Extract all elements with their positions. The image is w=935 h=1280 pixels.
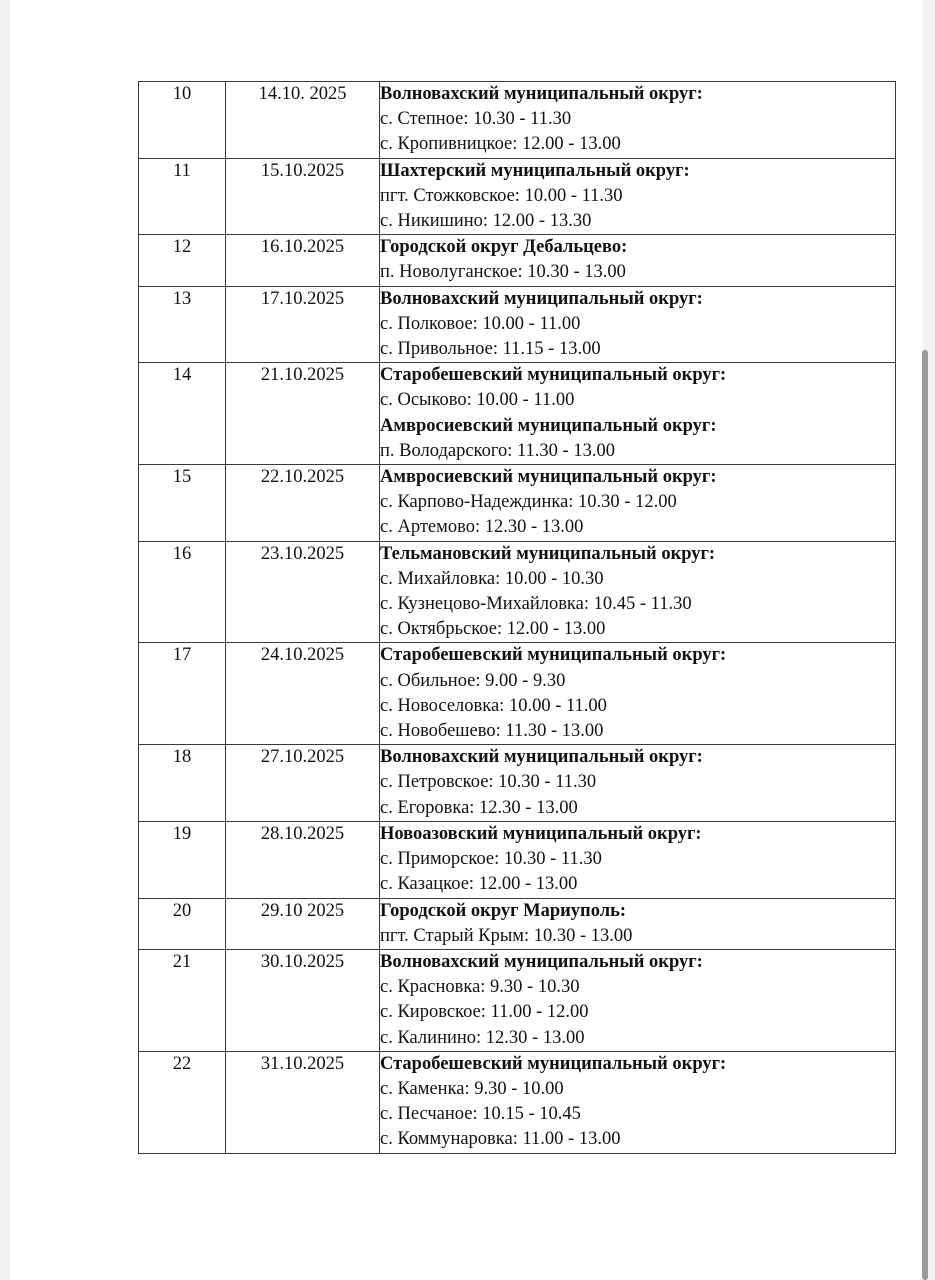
settlement-schedule: с. Карпово-Надеждинка: 10.30 - 12.00	[380, 492, 677, 513]
settlement-schedule: с. Кузнецово-Михайловка: 10.45 - 11.30	[380, 594, 692, 615]
settlement-schedule: с. Октябрьское: 12.00 - 13.00	[380, 619, 606, 640]
settlement-schedule: с. Егоровка: 12.30 - 13.00	[380, 797, 578, 818]
row-number-cell: 16	[139, 541, 226, 643]
settlement-schedule: с. Казацкое: 12.00 - 13.00	[380, 874, 578, 895]
row-number-cell: 20	[139, 898, 226, 949]
district-heading: Старобешевский муниципальный округ:	[380, 1053, 727, 1074]
settlement-schedule: с. Новоселовка: 10.00 - 11.00	[380, 695, 607, 716]
row-number-cell: 14	[139, 363, 226, 465]
table-row	[139, 158, 896, 235]
table-row	[139, 643, 896, 745]
settlement-schedule: с. Приморское: 10.30 - 11.30	[380, 849, 602, 870]
row-number-cell: 15	[139, 465, 226, 542]
settlement-schedule: с. Песчаное: 10.15 - 10.45	[380, 1104, 581, 1125]
settlement-schedule: с. Каменка: 9.30 - 10.00	[380, 1078, 564, 1099]
locations-cell	[380, 949, 896, 1051]
district-heading: Амвросиевский муниципальный округ:	[380, 415, 717, 436]
row-number-cell: 21	[139, 949, 226, 1051]
date-cell: 24.10.2025	[226, 643, 380, 745]
table-row	[139, 745, 896, 822]
settlement-schedule: с. Петровское: 10.30 - 11.30	[380, 772, 597, 793]
table-row	[139, 465, 896, 542]
date-cell: 22.10.2025	[226, 465, 380, 542]
district-heading: Волновахский муниципальный округ:	[380, 951, 703, 972]
table-row	[139, 821, 896, 898]
row-number-cell: 11	[139, 158, 226, 235]
settlement-schedule: п. Новолуганское: 10.30 - 13.00	[380, 262, 626, 283]
row-number-cell: 17	[139, 643, 226, 745]
table-row	[139, 286, 896, 363]
locations-cell	[380, 235, 896, 286]
district-heading: Городской округ Мариуполь:	[380, 900, 627, 921]
district-heading: Старобешевский муниципальный округ:	[380, 645, 727, 666]
settlement-schedule: с. Михайловка: 10.00 - 10.30	[380, 568, 604, 589]
date-cell: 27.10.2025	[226, 745, 380, 822]
locations-cell	[380, 898, 896, 949]
date-cell: 29.10 2025	[226, 898, 380, 949]
district-heading: Старобешевский муниципальный округ:	[380, 365, 727, 386]
settlement-schedule: с. Осыково: 10.00 - 11.00	[380, 390, 575, 411]
row-number-cell: 10	[139, 82, 226, 159]
locations-cell	[380, 745, 896, 822]
settlement-schedule: с. Артемово: 12.30 - 13.00	[380, 517, 584, 538]
settlement-schedule: с. Никишино: 12.00 - 13.30	[380, 211, 592, 232]
row-number-cell: 13	[139, 286, 226, 363]
table-row	[139, 1051, 896, 1153]
settlement-schedule: с. Красновка: 9.30 - 10.30	[380, 977, 580, 998]
table-row	[139, 541, 896, 643]
date-cell: 31.10.2025	[226, 1051, 380, 1153]
date-cell: 21.10.2025	[226, 363, 380, 465]
locations-cell	[380, 286, 896, 363]
date-cell: 15.10.2025	[226, 158, 380, 235]
district-heading: Шахтерский муниципальный округ:	[380, 160, 690, 181]
table-row	[139, 898, 896, 949]
date-cell: 17.10.2025	[226, 286, 380, 363]
date-cell: 23.10.2025	[226, 541, 380, 643]
settlement-schedule: с. Калинино: 12.30 - 13.00	[380, 1027, 585, 1048]
settlement-schedule: с. Кропивницкое: 12.00 - 13.00	[380, 134, 621, 155]
district-heading: Новоазовский муниципальный округ:	[380, 823, 702, 844]
settlement-schedule: с. Степное: 10.30 - 11.30	[380, 109, 572, 130]
date-cell: 30.10.2025	[226, 949, 380, 1051]
settlement-schedule: с. Полковое: 10.00 - 11.00	[380, 313, 581, 334]
schedule-table	[138, 81, 896, 1154]
table-row	[139, 235, 896, 286]
settlement-schedule: с. Обильное: 9.00 - 9.30	[380, 670, 566, 691]
row-number-cell: 22	[139, 1051, 226, 1153]
row-number-cell: 18	[139, 745, 226, 822]
locations-cell	[380, 1051, 896, 1153]
settlement-schedule: с. Коммунаровка: 11.00 - 13.00	[380, 1129, 621, 1150]
settlement-schedule: с. Кировское: 11.00 - 12.00	[380, 1002, 589, 1023]
date-cell: 28.10.2025	[226, 821, 380, 898]
locations-cell	[380, 158, 896, 235]
settlement-schedule: с. Привольное: 11.15 - 13.00	[380, 339, 601, 360]
district-heading: Волновахский муниципальный округ:	[380, 288, 703, 309]
schedule-table-body	[139, 82, 896, 1154]
district-heading: Волновахский муниципальный округ:	[380, 84, 703, 104]
district-heading: Волновахский муниципальный округ:	[380, 747, 703, 768]
date-cell: 14.10. 2025	[226, 82, 380, 159]
row-number-cell: 19	[139, 821, 226, 898]
locations-cell	[380, 821, 896, 898]
table-row	[139, 949, 896, 1051]
settlement-schedule: пгт. Стожковское: 10.00 - 11.30	[380, 185, 623, 206]
locations-cell	[380, 363, 896, 465]
row-number-cell: 12	[139, 235, 226, 286]
settlement-schedule: пгт. Старый Крым: 10.30 - 13.00	[380, 925, 633, 946]
locations-cell	[380, 541, 896, 643]
settlement-schedule: с. Новобешево: 11.30 - 13.00	[380, 721, 604, 742]
table-row	[139, 82, 896, 159]
table-row	[139, 363, 896, 465]
locations-cell	[380, 643, 896, 745]
district-heading: Амвросиевский муниципальный округ:	[380, 467, 717, 488]
district-heading: Городской округ Дебальцево:	[380, 237, 628, 258]
locations-cell	[380, 465, 896, 542]
settlement-schedule: п. Володарского: 11.30 - 13.00	[380, 440, 615, 461]
district-heading: Тельмановский муниципальный округ:	[380, 543, 716, 564]
locations-cell	[380, 82, 896, 159]
vertical-scrollbar[interactable]	[922, 350, 928, 1280]
date-cell: 16.10.2025	[226, 235, 380, 286]
